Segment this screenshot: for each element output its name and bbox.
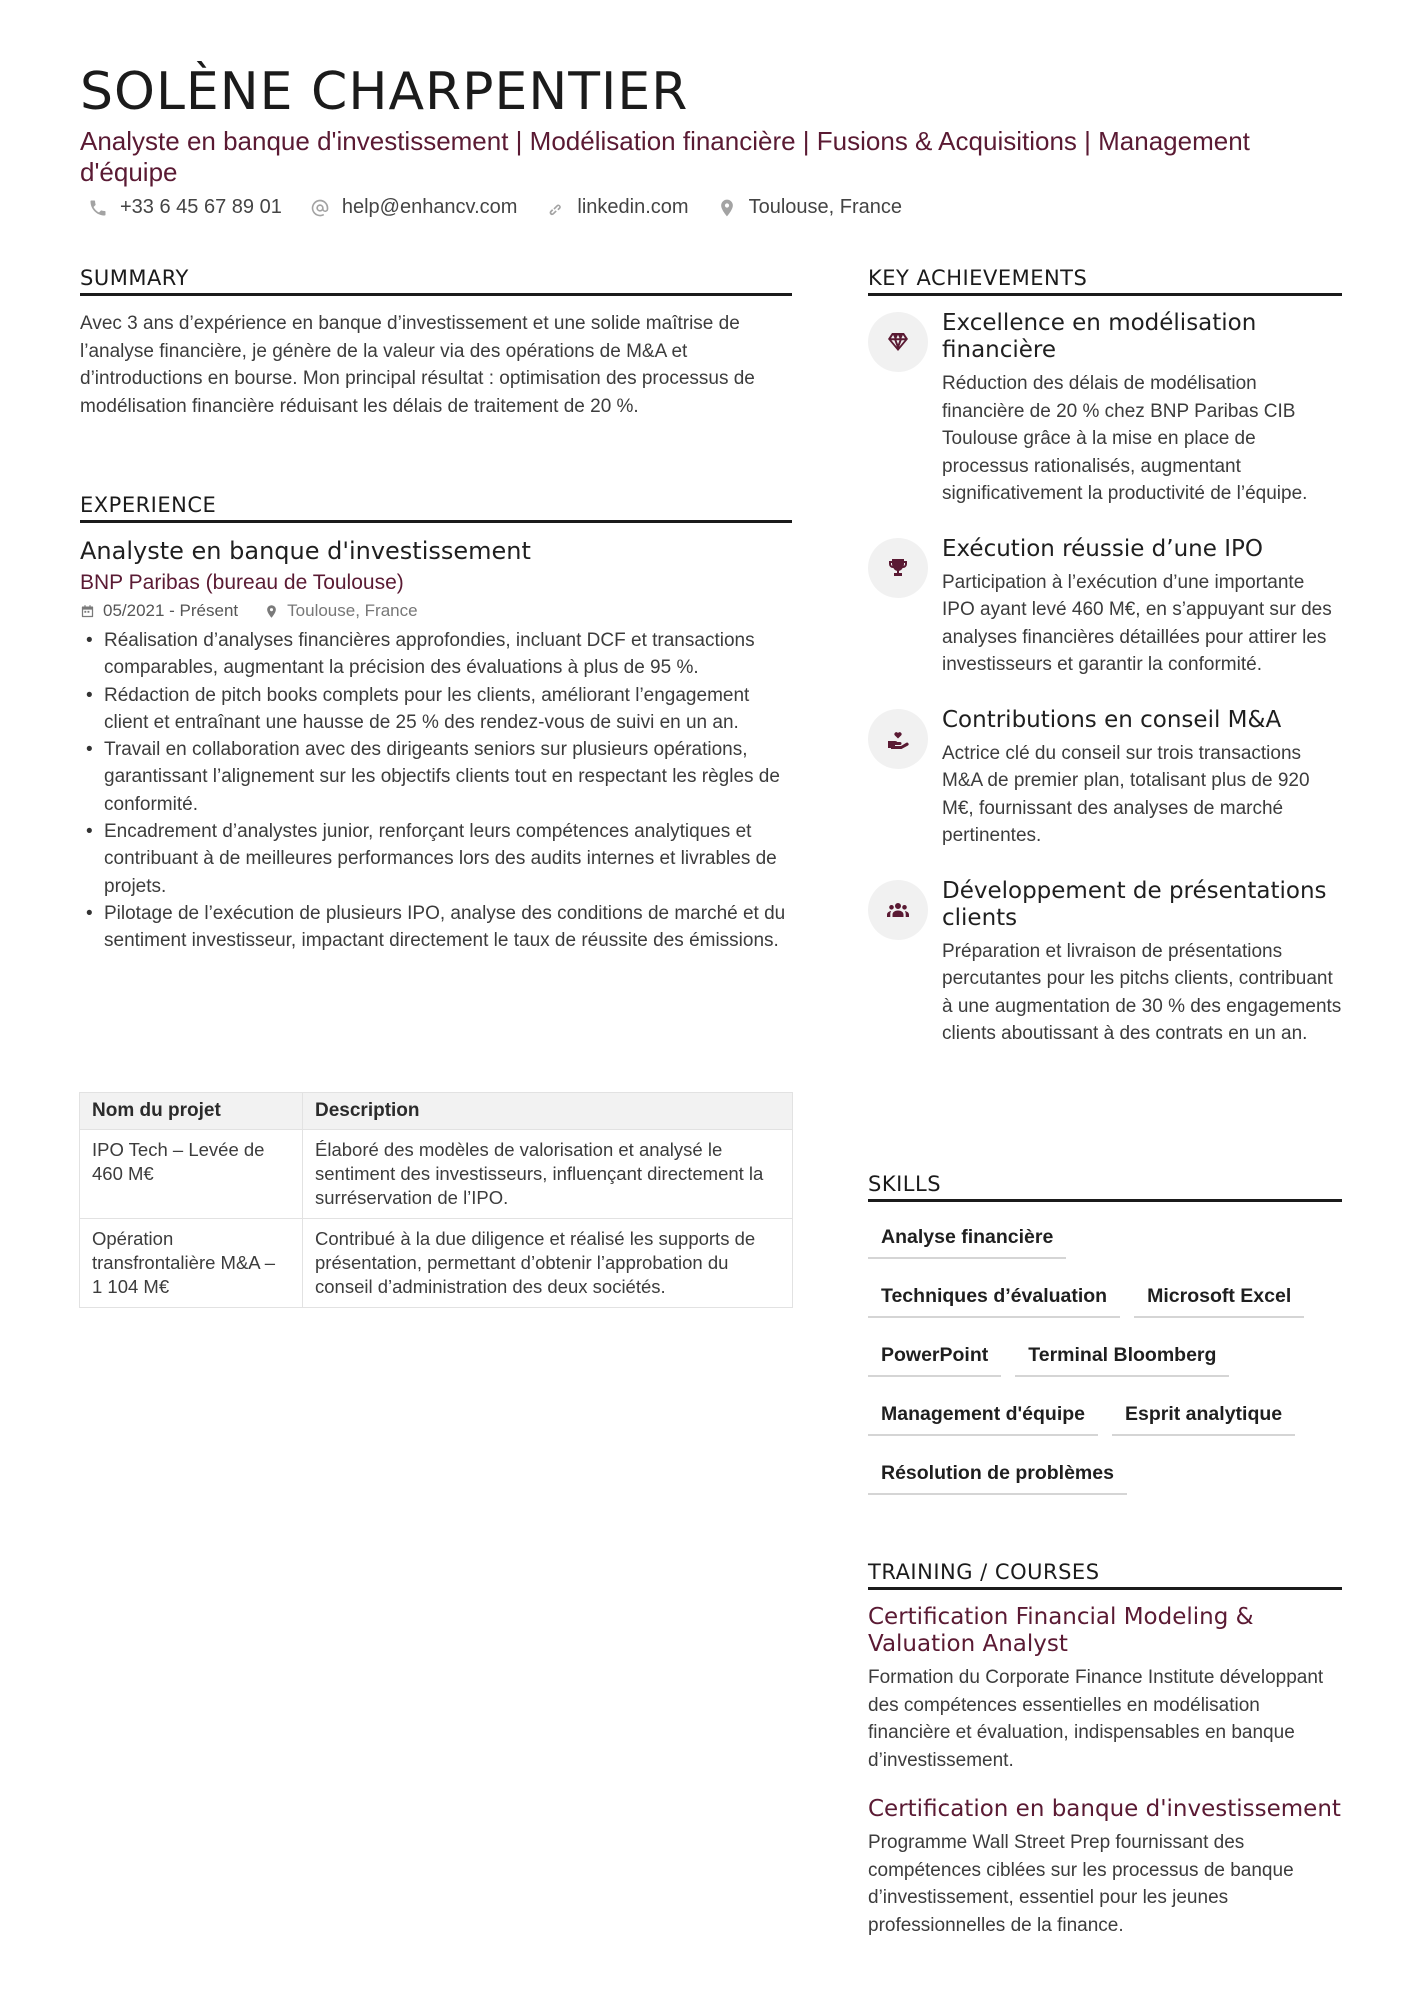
skill-tag: Management d'équipe — [868, 1393, 1098, 1436]
table-cell: Opération transfrontalière M&A – 1 104 M€ — [80, 1219, 303, 1308]
list-item: • Réalisation d’analyses financières approfondies, incluant DCF et transactions comparables, augmentant la précision des évaluations à plus de 95 %. — [104, 627, 792, 682]
candidate-name: SOLÈNE CHARPENTIER — [80, 62, 689, 122]
achievement-title: Excellence en modélisation financière — [942, 310, 1257, 363]
achievement-title: Exécution réussie d’une IPO — [942, 535, 1263, 562]
skill-tag: Analyse financière — [868, 1216, 1066, 1259]
table-cell: IPO Tech – Levée de 460 M€ — [80, 1130, 303, 1219]
achievement-desc: Actrice clé du conseil sur trois transactions M&A de premier plan, totalisant plus de 920 M€, fournissant des analyses de marché pertinentes. — [942, 742, 1310, 846]
summary-text: Avec 3 ans d’expérience en banque d’investissement et une solide maîtrise de l’analyse financière, je génère de la valeur via des opérations de M&A et d’introductions en bourse. Mon principal résultat : optimisation des processus de modélisation financière réduisant les délais de traitement de 20 %. — [80, 313, 755, 417]
diamond-icon — [886, 330, 910, 354]
company-name: BNP Paribas (bureau de Toulouse) — [80, 571, 404, 594]
training-heading: TRAINING / COURSES — [868, 1560, 1342, 1590]
column-header: Description — [303, 1093, 793, 1130]
course-item — [868, 1796, 1342, 1939]
achievement-title: Développement de présentations clients — [942, 877, 1327, 931]
skills-section — [868, 1172, 1342, 1511]
achievement-item — [868, 707, 1342, 850]
skill-tag: Microsoft Excel — [1134, 1275, 1304, 1318]
summary-section — [80, 266, 792, 420]
job-meta — [80, 601, 792, 621]
list-item: • Rédaction de pitch books complets pour les clients, améliorant l’engagement client et entraînant une hausse de 25 % des rendez-vous de suivi en un an. — [104, 682, 792, 737]
linkedin-link[interactable]: linkedin.com — [577, 196, 689, 218]
achievement-desc: Participation à l’exécution d’une importante IPO ayant levé 460 M€, en s’appuyant sur des analyses financières détaillées pour attirer les investisseurs et garantir la conformité. — [942, 571, 1332, 675]
hand-heart-icon — [886, 727, 910, 751]
skill-tag: Esprit analytique — [1112, 1393, 1295, 1436]
location-pin-icon — [717, 198, 737, 218]
achievement-title: Contributions en conseil M&A — [942, 706, 1282, 733]
link-icon — [545, 198, 565, 218]
contact-email[interactable] — [310, 196, 518, 219]
achievement-desc: Préparation et livraison de présentations percutantes pour les pitchs clients, contribuant à une augmentation de 30 % des engagements clients aboutissant à des contrats en un an. — [942, 940, 1342, 1044]
location-text: Toulouse, France — [748, 196, 903, 218]
job-bullets — [80, 627, 792, 955]
course-desc: Formation du Corporate Finance Institute développant des compétences essentielles en modélisation financière et évaluation, indispensables en banque d’investissement. — [868, 1667, 1324, 1771]
contact-bar — [88, 196, 902, 219]
skill-tag: PowerPoint — [868, 1334, 1001, 1377]
users-icon — [886, 898, 910, 922]
skill-tag: Terminal Bloomberg — [1015, 1334, 1229, 1377]
table-row — [80, 1130, 793, 1219]
achievement-item — [868, 878, 1342, 1048]
calendar-icon — [80, 604, 95, 619]
job-location — [264, 601, 417, 621]
achievement-icon-wrap — [868, 880, 928, 940]
at-icon — [310, 198, 330, 218]
achievement-item — [868, 310, 1342, 508]
table-cell: Contribué à la due diligence et réalisé les supports de présentation, permettant d’obtenir l’approbation du conseil d’administration des deux sociétés. — [303, 1219, 793, 1308]
job-dates — [80, 601, 238, 621]
list-item: • Encadrement d’analystes junior, renforçant leurs compétences analytiques et contribuant à de meilleures performances lors des audits internes et livrables de projets. — [104, 818, 792, 900]
skills-list — [868, 1216, 1342, 1511]
experience-heading: EXPERIENCE — [80, 493, 792, 523]
skills-heading: SKILLS — [868, 1172, 1342, 1202]
training-section — [868, 1560, 1342, 1961]
achievement-icon-wrap — [868, 538, 928, 598]
projects-table — [79, 1092, 793, 1308]
achievement-icon-wrap — [868, 709, 928, 769]
phone-text: +33 6 45 67 89 01 — [120, 196, 282, 218]
job-location-text: Toulouse, France — [287, 601, 418, 620]
location-pin-icon — [264, 604, 279, 619]
skill-tag: Résolution de problèmes — [868, 1452, 1127, 1495]
summary-heading: SUMMARY — [80, 266, 792, 296]
achievement-item — [868, 536, 1342, 679]
list-item: • Travail en collaboration avec des dirigeants seniors sur plusieurs opérations, garantissant l’alignement sur les objectifs clients tout en respectant les règles de conformité. — [104, 736, 792, 818]
contact-location — [717, 196, 902, 219]
table-cell: Élaboré des modèles de valorisation et analysé le sentiment des investisseurs, influençant directement la surréservation de l’IPO. — [303, 1130, 793, 1219]
list-item: • Pilotage de l’exécution de plusieurs IPO, analyse des conditions de marché et du sentiment investisseur, impactant directement le taux de réussite des émissions. — [104, 900, 792, 955]
table-row — [80, 1219, 793, 1308]
course-item — [868, 1604, 1342, 1774]
course-title: Certification en banque d'investissement — [868, 1796, 1341, 1822]
contact-phone — [88, 196, 282, 219]
job-dates-text: 05/2021 - Présent — [103, 601, 239, 620]
skill-tag: Techniques d’évaluation — [868, 1275, 1120, 1318]
achievement-icon-wrap — [868, 312, 928, 372]
trophy-icon — [886, 556, 910, 580]
achievements-section — [868, 266, 1342, 1076]
course-desc: Programme Wall Street Prep fournissant des compétences ciblées sur les processus de banque d’investissement, essentiel pour les jeunes professionnelles de la finance. — [868, 1832, 1294, 1936]
achievements-heading: KEY ACHIEVEMENTS — [868, 266, 1342, 296]
column-header: Nom du projet — [80, 1093, 303, 1130]
achievement-desc: Réduction des délais de modélisation financière de 20 % chez BNP Paribas CIB Toulouse grâce à la mise en place de processus rationalisés, augmentant significativement la productivité de l’équipe. — [942, 373, 1308, 504]
email-link[interactable]: help@enhancv.com — [341, 196, 518, 218]
job-title: Analyste en banque d'investissement — [80, 537, 531, 565]
phone-icon — [88, 198, 108, 218]
course-title: Certification Financial Modeling & Valuation Analyst — [868, 1604, 1254, 1657]
table-header-row — [80, 1093, 793, 1130]
experience-section — [80, 493, 792, 955]
contact-linkedin[interactable] — [545, 196, 688, 219]
headline: Analyste en banque d'investissement | Modélisation financière | Fusions & Acquisitions | Management d'équipe — [80, 126, 1250, 187]
